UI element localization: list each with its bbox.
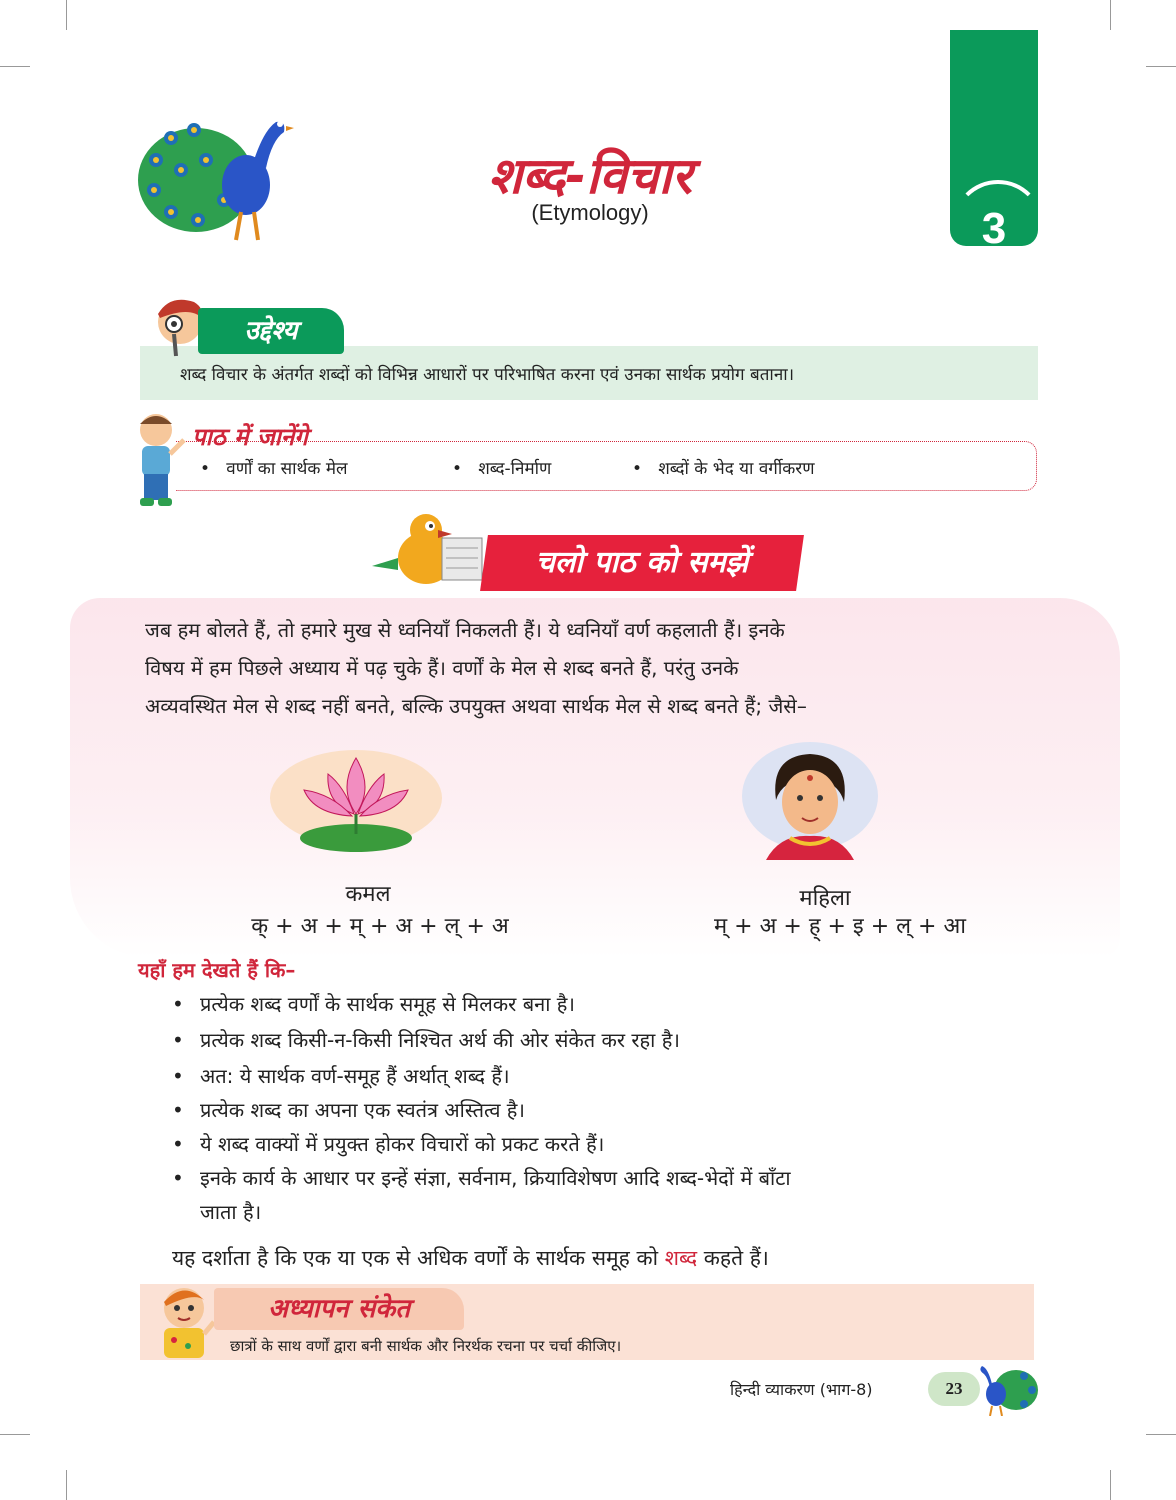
observation-item: • प्रत्येक शब्द किसी-न-किसी निश्चित अर्थ की ओर संकेत कर रहा है। — [172, 1028, 680, 1052]
observation-item: • प्रत्येक शब्द का अपना एक स्वतंत्र अस्तित्व है। — [172, 1098, 526, 1122]
objective-heading: उद्देश्य — [198, 308, 344, 354]
definition-line — [172, 1244, 769, 1272]
crop-mark — [66, 1470, 67, 1500]
observation-text: प्रत्येक शब्द का अपना एक स्वतंत्र अस्तित्व है। — [200, 1098, 526, 1122]
intro-line: अव्यवस्थित मेल से शब्द नहीं बनते, बल्कि उपयुक्त अथवा सार्थक मेल से शब्द बनते हैं; जैसे– — [145, 694, 807, 718]
observation-continuation — [172, 1198, 261, 1225]
chapter-tab — [950, 30, 1038, 253]
learn-item-label: शब्दों के भेद या वर्गीकरण — [658, 459, 815, 479]
objective-text: शब्द विचार के अंतर्गत शब्दों को विभिन्न आधारों पर परिभाषित करना एवं उनका सार्थक प्रयोग बताना। — [180, 365, 795, 385]
observation-text: प्रत्येक शब्द किसी-न-किसी निश्चित अर्थ की ओर संकेत कर रहा है। — [200, 1028, 680, 1052]
observation-item: • इनके कार्य के आधार पर इन्हें संज्ञा, सर्वनाम, क्रियाविशेषण आदि शब्द-भेदों में बाँटा — [172, 1166, 791, 1190]
intro-line: विषय में हम पिछले अध्याय में पढ़ चुके हैं। वर्णों के मेल से शब्द बनते हैं, परंतु उनके — [145, 656, 739, 680]
observation-text: इनके कार्य के आधार पर इन्हें संज्ञा, सर्वनाम, क्रियाविशेषण आदि शब्द-भेदों में बाँटा — [200, 1166, 791, 1190]
example-breakdown: म् + अ + ह् + इ + ल् + आ — [714, 914, 966, 939]
observation-item: • ये शब्द वाक्यों में प्रयुक्त होकर विचारों को प्रकट करते हैं। — [172, 1132, 605, 1156]
example-word: महिला — [799, 886, 851, 911]
learn-item: • शब्दों के भेद या वर्गीकरण — [632, 459, 815, 479]
crop-mark — [1110, 1470, 1111, 1500]
peacock-illustration — [136, 100, 296, 245]
lesson-banner-text: चलो पाठ को समझें — [535, 545, 749, 580]
teaching-note-heading: अध्यापन संकेत — [214, 1288, 464, 1330]
example-word: कमल — [345, 882, 391, 907]
teaching-note-text: छात्रों के साथ वर्णों द्वारा बनी सार्थक और निरर्थक रचना पर चर्चा कीजिए। — [230, 1337, 622, 1355]
intro-line: जब हम बोलते हैं, तो हमारे मुख से ध्वनियाँ निकलती हैं। ये ध्वनियाँ वर्ण कहलाती हैं। इनके — [145, 618, 785, 642]
page-number: 23 — [928, 1372, 980, 1406]
crop-mark — [66, 0, 67, 30]
learn-heading: पाठ में जानेंगे — [192, 423, 308, 451]
chapter-number: 3 — [981, 204, 1007, 253]
page-title: शब्द-विचार — [488, 147, 692, 205]
definition-text: यह दर्शाता है कि एक या एक से अधिक वर्णों के सार्थक समूह को — [172, 1246, 665, 1270]
observation-item: • अत: ये सार्थक वर्ण-समूह हैं अर्थात् शब्द हैं। — [172, 1064, 510, 1088]
observation-text: अत: ये सार्थक वर्ण-समूह हैं अर्थात् शब्द हैं। — [200, 1064, 510, 1088]
footer-book-title: हिन्दी व्याकरण (भाग-8) — [730, 1380, 873, 1399]
page-subtitle: (Etymology) — [531, 200, 649, 225]
lotus-illustration — [268, 748, 444, 860]
crop-mark — [1146, 1434, 1176, 1435]
small-peacock-icon — [978, 1362, 1040, 1416]
woman-illustration — [740, 740, 880, 860]
crop-mark — [1146, 66, 1176, 67]
definition-text: कहते हैं। — [697, 1246, 769, 1270]
observation-text: ये शब्द वाक्यों में प्रयुक्त होकर विचारों को प्रकट करते हैं। — [200, 1132, 605, 1156]
observations-heading: यहाँ हम देखते हैं कि– — [138, 958, 296, 982]
observation-item: • प्रत्येक शब्द वर्णों के सार्थक समूह से मिलकर बना है। — [172, 992, 575, 1016]
crop-mark — [0, 1434, 30, 1435]
brush-background — [70, 598, 1120, 958]
crop-mark — [0, 66, 30, 67]
bird-reading-icon — [368, 508, 488, 592]
learn-item: • वर्णों का सार्थक मेल — [200, 459, 348, 479]
boy-pointing-icon — [130, 410, 186, 510]
observation-text: प्रत्येक शब्द वर्णों के सार्थक समूह से मिलकर बना है। — [200, 992, 575, 1016]
crop-mark — [1110, 0, 1111, 30]
learn-item-label: वर्णों का सार्थक मेल — [226, 459, 348, 479]
learn-item-label: शब्द-निर्माण — [478, 459, 552, 479]
boy-waving-icon — [154, 1282, 218, 1362]
definition-keyword: शब्द — [664, 1246, 698, 1270]
learn-item: • शब्द-निर्माण — [452, 459, 552, 479]
observation-text: जाता है। — [200, 1200, 262, 1224]
example-breakdown: क् + अ + म् + अ + ल् + अ — [251, 914, 509, 939]
